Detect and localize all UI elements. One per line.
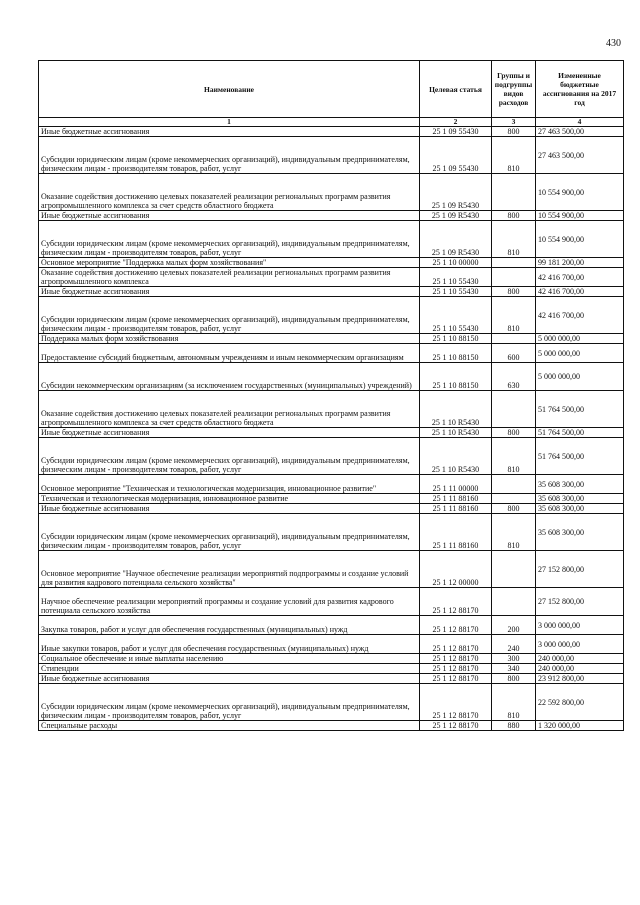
- column-index-row: [39, 118, 624, 127]
- row-code: 25 1 12 88170: [420, 664, 492, 674]
- row-group: [492, 494, 536, 504]
- table-row: [39, 684, 624, 721]
- row-group: 810: [492, 684, 536, 721]
- row-amount: 42 416 700,00: [536, 268, 624, 287]
- row-code: 25 1 12 88170: [420, 588, 492, 616]
- table-row: [39, 438, 624, 475]
- row-amount: 5 000 000,00: [536, 334, 624, 344]
- row-code: 25 1 10 88150: [420, 344, 492, 363]
- row-code: 25 1 12 88170: [420, 721, 492, 731]
- row-name: Субсидии юридическим лицам (кроме некоммерческих организаций), индивидуальным предпринимателям, физическим лицам - производителям товаров, работ, услуг: [39, 514, 420, 551]
- table-row: [39, 221, 624, 258]
- row-code: 25 1 10 R5430: [420, 391, 492, 428]
- row-amount: 99 181 200,00: [536, 258, 624, 268]
- row-group: 800: [492, 674, 536, 684]
- row-group: [492, 258, 536, 268]
- row-name: Научное обеспечение реализации мероприятий программы и создание условий для развития кадрового потенциала сельского хозяйства: [39, 588, 420, 616]
- row-name: Субсидии некоммерческим организациям (за исключением государственных (муниципальных) учреждений): [39, 363, 420, 391]
- row-amount: 27 463 500,00: [536, 127, 624, 137]
- row-group: 810: [492, 297, 536, 334]
- row-code: 25 1 12 88170: [420, 684, 492, 721]
- row-code: 25 1 09 R5430: [420, 174, 492, 211]
- row-name: Иные бюджетные ассигнования: [39, 504, 420, 514]
- row-code: 25 1 09 R5430: [420, 221, 492, 258]
- row-name: Иные бюджетные ассигнования: [39, 287, 420, 297]
- row-code: 25 1 12 00000: [420, 551, 492, 588]
- row-code: 25 1 12 88170: [420, 635, 492, 654]
- row-code: 25 1 10 88150: [420, 334, 492, 344]
- row-name: Стипендии: [39, 664, 420, 674]
- row-group: [492, 475, 536, 494]
- table-row: [39, 211, 624, 221]
- table-header-row: [39, 61, 624, 118]
- row-name: Поддержка малых форм хозяйствования: [39, 334, 420, 344]
- row-code: 25 1 11 88160: [420, 514, 492, 551]
- row-group: [492, 268, 536, 287]
- row-amount: 10 554 900,00: [536, 221, 624, 258]
- column-index: 2: [420, 118, 492, 127]
- row-name: Субсидии юридическим лицам (кроме некоммерческих организаций), индивидуальным предпринимателям, физическим лицам - производителям товаров, работ, услуг: [39, 684, 420, 721]
- table-row: [39, 514, 624, 551]
- row-name: Иные закупки товаров, работ и услуг для обеспечения государственных (муниципальных) нужд: [39, 635, 420, 654]
- row-name: Закупка товаров, работ и услуг для обеспечения государственных (муниципальных) нужд: [39, 616, 420, 635]
- row-name: Предоставление субсидий бюджетным, автономным учреждениям и иным некоммерческим организациям: [39, 344, 420, 363]
- table-row: [39, 268, 624, 287]
- row-name: Субсидии юридическим лицам (кроме некоммерческих организаций), индивидуальным предпринимателям, физическим лицам - производителям товаров, работ, услуг: [39, 137, 420, 174]
- table-row: [39, 588, 624, 616]
- column-index: 3: [492, 118, 536, 127]
- row-name: Специальные расходы: [39, 721, 420, 731]
- row-group: 800: [492, 287, 536, 297]
- column-index: 4: [536, 118, 624, 127]
- row-group: 810: [492, 137, 536, 174]
- row-amount: 5 000 000,00: [536, 363, 624, 391]
- table-row: [39, 721, 624, 731]
- row-amount: 27 152 800,00: [536, 588, 624, 616]
- row-amount: 5 000 000,00: [536, 344, 624, 363]
- table-row: [39, 494, 624, 504]
- row-code: 25 1 11 00000: [420, 475, 492, 494]
- row-group: 240: [492, 635, 536, 654]
- row-amount: 42 416 700,00: [536, 287, 624, 297]
- header-groups: Группы и подгруппы видов расходов: [492, 61, 536, 118]
- row-code: 25 1 10 R5430: [420, 438, 492, 475]
- row-amount: 240 000,00: [536, 664, 624, 674]
- row-amount: 42 416 700,00: [536, 297, 624, 334]
- row-group: 600: [492, 344, 536, 363]
- table-row: [39, 654, 624, 664]
- row-group: [492, 174, 536, 211]
- table-row: [39, 297, 624, 334]
- row-amount: 3 000 000,00: [536, 616, 624, 635]
- table-row: [39, 287, 624, 297]
- row-group: 810: [492, 221, 536, 258]
- row-name: Иные бюджетные ассигнования: [39, 211, 420, 221]
- row-group: 630: [492, 363, 536, 391]
- table-row: [39, 174, 624, 211]
- row-code: 25 1 10 55430: [420, 268, 492, 287]
- row-code: 25 1 12 88170: [420, 674, 492, 684]
- row-name: Социальное обеспечение и иные выплаты населению: [39, 654, 420, 664]
- row-name: Оказание содействия достижению целевых показателей реализации региональных программ развития агропромышленного комплекса: [39, 268, 420, 287]
- row-group: [492, 588, 536, 616]
- table-row: [39, 137, 624, 174]
- row-amount: 51 764 500,00: [536, 428, 624, 438]
- row-code: 25 1 12 88170: [420, 616, 492, 635]
- table-row: [39, 428, 624, 438]
- row-amount: 27 152 800,00: [536, 551, 624, 588]
- table-row: [39, 391, 624, 428]
- table-row: [39, 635, 624, 654]
- row-amount: 22 592 800,00: [536, 684, 624, 721]
- row-amount: 35 608 300,00: [536, 475, 624, 494]
- column-index: 1: [39, 118, 420, 127]
- header-target-article: Целевая статья: [420, 61, 492, 118]
- table-row: [39, 344, 624, 363]
- row-group: [492, 334, 536, 344]
- table-row: [39, 664, 624, 674]
- row-name: Субсидии юридическим лицам (кроме некоммерческих организаций), индивидуальным предпринимателям, физическим лицам - производителям товаров, работ, услуг: [39, 438, 420, 475]
- row-group: 800: [492, 504, 536, 514]
- header-amount: Измененные бюджетные ассигнования на 2017 год: [536, 61, 624, 118]
- row-code: 25 1 10 R5430: [420, 428, 492, 438]
- row-amount: 1 320 000,00: [536, 721, 624, 731]
- table-row: [39, 127, 624, 137]
- row-group: 880: [492, 721, 536, 731]
- row-amount: 35 608 300,00: [536, 494, 624, 504]
- row-amount: 51 764 500,00: [536, 438, 624, 475]
- table-row: [39, 551, 624, 588]
- row-code: 25 1 10 00000: [420, 258, 492, 268]
- row-group: 340: [492, 664, 536, 674]
- row-name: Техническая и технологическая модернизация, инновационное развитие: [39, 494, 420, 504]
- row-group: [492, 391, 536, 428]
- table-row: [39, 363, 624, 391]
- row-name: Оказание содействия достижению целевых показателей реализации региональных программ развития агропромышленного комплекса за счет средств областного бюджета: [39, 391, 420, 428]
- row-code: 25 1 12 88170: [420, 654, 492, 664]
- row-amount: 35 608 300,00: [536, 504, 624, 514]
- row-code: 25 1 11 88160: [420, 494, 492, 504]
- row-group: 300: [492, 654, 536, 664]
- table-row: [39, 475, 624, 494]
- row-amount: 35 608 300,00: [536, 514, 624, 551]
- row-amount: 10 554 900,00: [536, 211, 624, 221]
- row-code: 25 1 10 55430: [420, 297, 492, 334]
- row-name: Субсидии юридическим лицам (кроме некоммерческих организаций), индивидуальным предпринимателям, физическим лицам - производителям товаров, работ, услуг: [39, 221, 420, 258]
- row-name: Основное мероприятие "Научное обеспечение реализации мероприятий подпрограммы и создание условий для развития кадрового потенциала сельского хозяйства": [39, 551, 420, 588]
- row-name: Иные бюджетные ассигнования: [39, 127, 420, 137]
- table-row: [39, 616, 624, 635]
- row-name: Иные бюджетные ассигнования: [39, 674, 420, 684]
- row-amount: 240 000,00: [536, 654, 624, 664]
- table-row: [39, 504, 624, 514]
- row-amount: 51 764 500,00: [536, 391, 624, 428]
- row-group: 810: [492, 438, 536, 475]
- row-code: 25 1 09 55430: [420, 137, 492, 174]
- row-name: Оказание содействия достижению целевых показателей реализации региональных программ развития агропромышленного комплекса за счет средств областного бюджета: [39, 174, 420, 211]
- row-amount: 27 463 500,00: [536, 137, 624, 174]
- row-name: Субсидии юридическим лицам (кроме некоммерческих организаций), индивидуальным предпринимателям, физическим лицам - производителям товаров, работ, услуг: [39, 297, 420, 334]
- row-code: 25 1 11 88160: [420, 504, 492, 514]
- row-name: Основное мероприятие "Техническая и технологическая модернизация, инновационное развитие": [39, 475, 420, 494]
- row-name: Иные бюджетные ассигнования: [39, 428, 420, 438]
- row-code: 25 1 10 55430: [420, 287, 492, 297]
- table-row: [39, 258, 624, 268]
- row-group: 800: [492, 428, 536, 438]
- row-group: 810: [492, 514, 536, 551]
- row-amount: 3 000 000,00: [536, 635, 624, 654]
- row-name: Основное мероприятие "Поддержка малых форм хозяйствования": [39, 258, 420, 268]
- row-code: 25 1 09 55430: [420, 127, 492, 137]
- table-row: [39, 334, 624, 344]
- row-code: 25 1 09 R5430: [420, 211, 492, 221]
- budget-table: [38, 60, 624, 731]
- page-number: 430: [606, 38, 621, 49]
- header-name: Наименование: [39, 61, 420, 118]
- row-amount: 23 912 800,00: [536, 674, 624, 684]
- row-group: [492, 551, 536, 588]
- row-group: 800: [492, 127, 536, 137]
- row-group: 800: [492, 211, 536, 221]
- row-amount: 10 554 900,00: [536, 174, 624, 211]
- table-row: [39, 674, 624, 684]
- row-code: 25 1 10 88150: [420, 363, 492, 391]
- row-group: 200: [492, 616, 536, 635]
